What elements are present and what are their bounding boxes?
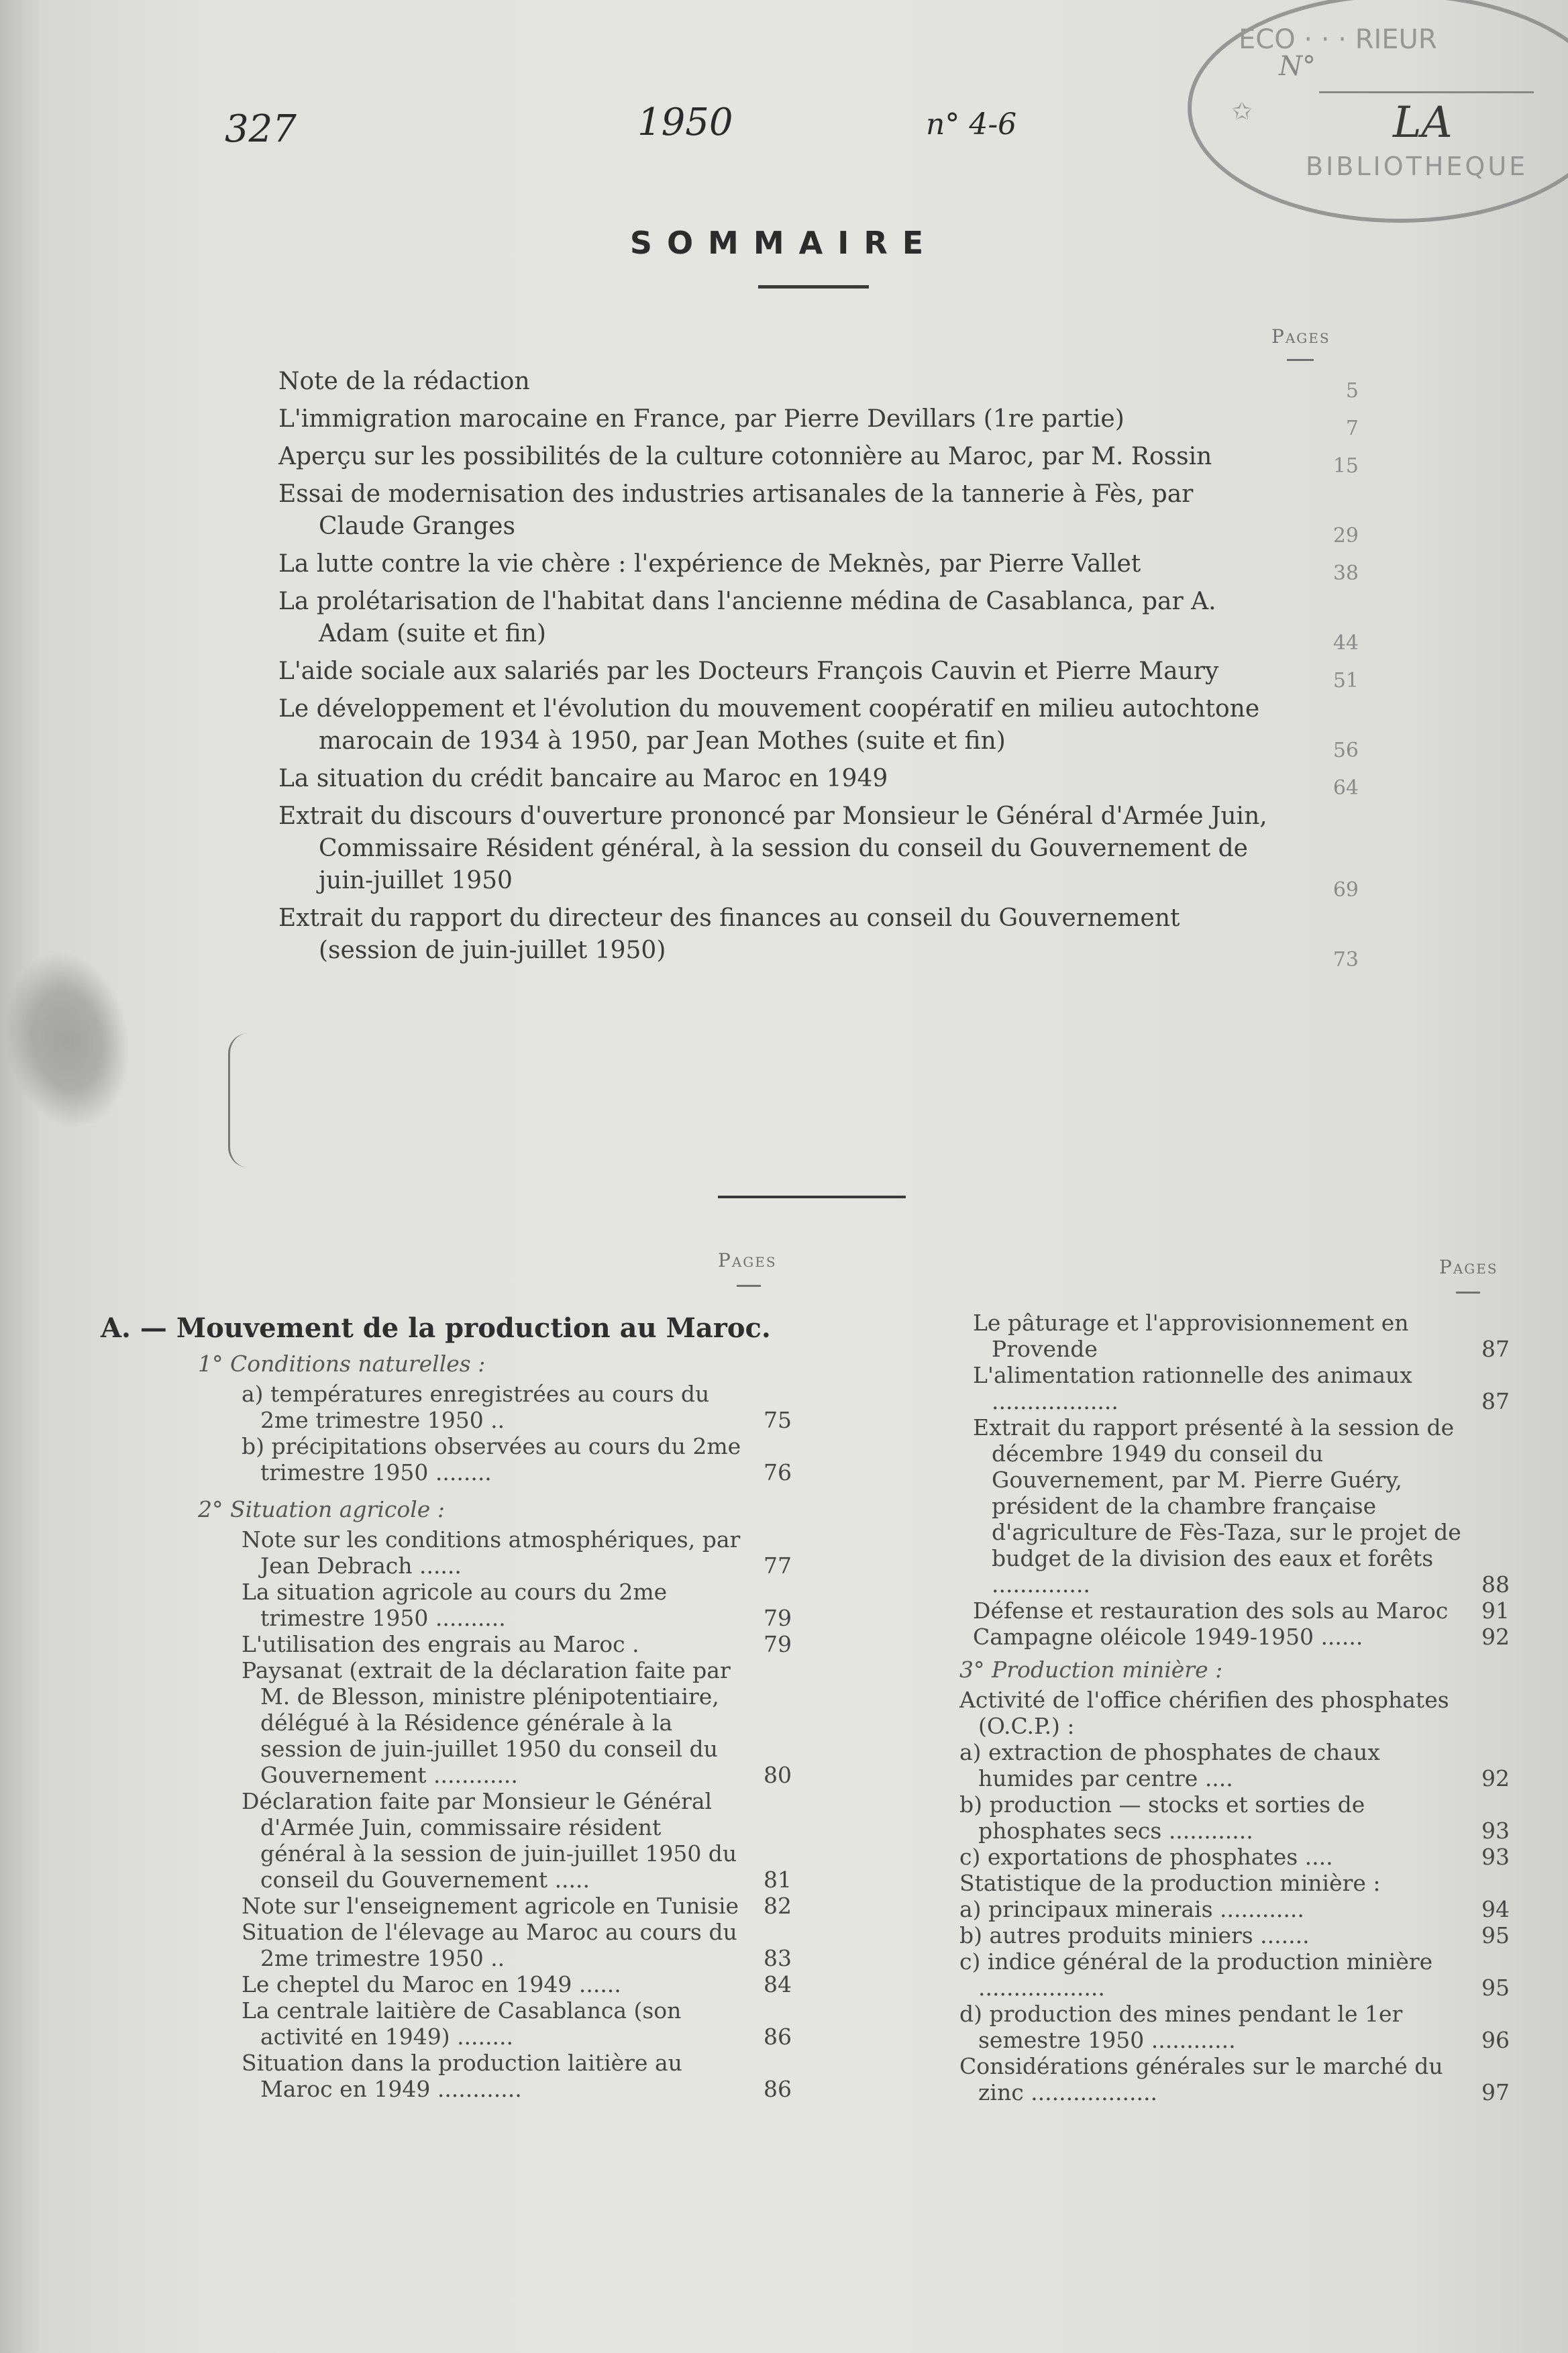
toc-entry <box>959 1687 1510 1739</box>
toc-entry <box>278 763 1359 800</box>
entry-title: Note de la rédaction <box>278 368 530 395</box>
entry-title: Le pâturage et l'approvisionnement en Provende <box>973 1310 1409 1362</box>
toc-entry <box>242 1381 792 1433</box>
entry-page-number: 5 <box>1345 379 1359 403</box>
entry-page-number: 7 <box>1345 417 1359 440</box>
title-rule <box>758 285 869 289</box>
section-rule <box>718 1196 906 1198</box>
toc-entry <box>278 366 1359 403</box>
toc-entry <box>959 2053 1510 2105</box>
toc-entry <box>278 902 1359 972</box>
entry-title: L'aide sociale aux salariés par les Docteurs François Cauvin et Pierre Maury <box>278 658 1219 685</box>
entry-page-number: 73 <box>1332 948 1359 972</box>
items-list <box>959 1687 1510 2105</box>
entry-page-number: 92 <box>1481 1765 1510 1791</box>
toc-entry <box>278 548 1359 585</box>
entry-title: d) production des mines pendant le 1er semestre 1950 ............ <box>959 2001 1403 2053</box>
toc-entry <box>242 1919 792 1971</box>
toc-entry <box>959 1922 1510 1948</box>
entry-page-number: 94 <box>1481 1896 1510 1922</box>
entry-title: a) extraction de phosphates de chaux humides par centre .... <box>959 1739 1380 1791</box>
entry-page-number: 79 <box>764 1631 792 1657</box>
items-list <box>973 1310 1510 1650</box>
entry-title: La situation agricole au cours du 2me trimestre 1950 .......... <box>242 1579 668 1631</box>
handwritten-issue: n° 4-6 <box>926 107 1017 142</box>
entry-title: a) températures enregistrées au cours du 2me trimestre 1950 .. <box>242 1381 710 1433</box>
toc-entry <box>973 1624 1510 1650</box>
entry-title: Note sur l'enseignement agricole en Tunisie <box>242 1893 739 1919</box>
entry-page-number: 92 <box>1481 1624 1510 1650</box>
entry-title: Paysanat (extrait de la déclaration faite par M. de Blesson, ministre plénipotentiaire, délégué à la Résidence générale à la session de juin-juillet 1950 du conseil du Gouvernement ............ <box>242 1657 731 1788</box>
stamp-line <box>1319 91 1534 93</box>
entry-page-number: 81 <box>764 1867 792 1893</box>
ink-smudge <box>0 943 142 1136</box>
entry-page-number: 88 <box>1481 1571 1510 1598</box>
toc-entry <box>278 478 1359 547</box>
toc-entry <box>959 1948 1510 2001</box>
toc-entry <box>278 800 1359 902</box>
entry-title: Le cheptel du Maroc en 1949 ...... <box>242 1971 621 1997</box>
entry-title: Extrait du discours d'ouverture prononcé par Monsieur le Général d'Armée Juin, Commissaire Résident général, à la session du conseil du Gouvernement de juin-juillet 1950 <box>278 802 1267 894</box>
entry-page-number: 86 <box>764 2076 792 2102</box>
entry-title: a) principaux minerais ............ <box>959 1896 1304 1922</box>
toc-entry <box>242 1433 792 1485</box>
right-column <box>959 1310 1510 2105</box>
entry-page-number: 44 <box>1332 631 1359 655</box>
entry-title: Activité de l'office chérifien des phosphates (O.C.P.) : <box>959 1687 1449 1739</box>
entry-title: Essai de modernisation des industries artisanales de la tannerie à Fès, par Claude Granges <box>278 480 1194 540</box>
entry-page-number: 56 <box>1332 739 1359 762</box>
entry-title: Note sur les conditions atmosphériques, par Jean Debrach ...... <box>242 1526 741 1579</box>
toc-entry <box>959 1739 1510 1791</box>
toc-entry <box>278 586 1359 655</box>
page-title: SOMMAIRE <box>629 225 939 261</box>
entry-title: Extrait du rapport du directeur des finances au conseil du Gouvernement (session de juin-juillet 1950) <box>278 904 1180 964</box>
entry-page-number: 15 <box>1332 454 1359 478</box>
toc-entry <box>278 441 1359 478</box>
entry-page-number: 97 <box>1481 2079 1510 2105</box>
entry-page-number: 64 <box>1332 776 1359 800</box>
toc-entry <box>278 403 1359 440</box>
entry-title: Extrait du rapport présenté à la session de décembre 1949 du conseil du Gouvernement, par M. Pierre Guéry, président de la chambre française d'agriculture de Fès-Taza, sur le projet de budget de la division des eaux et forêts .............. <box>973 1414 1461 1598</box>
toc-entry <box>242 1971 792 1997</box>
pages-label-main: Pages <box>1271 325 1330 348</box>
handwritten-number: 327 <box>225 107 297 151</box>
stamp-handwriting: LA <box>1393 98 1453 148</box>
entry-page-number: 87 <box>1481 1388 1510 1414</box>
toc-entry <box>959 1791 1510 1844</box>
entry-title: Considérations générales sur le marché du zinc .................. <box>959 2053 1443 2105</box>
toc-entry <box>278 656 1359 692</box>
library-stamp <box>1188 0 1568 223</box>
entry-title: c) indice général de la production minière .................. <box>959 1948 1433 2001</box>
subsection-heading: 3° Production minière : <box>959 1657 1223 1683</box>
stamp-top-text: ECO · · · RIEUR <box>1239 24 1437 55</box>
subsection-heading: 2° Situation agricole : <box>198 1496 445 1522</box>
entry-page-number: 51 <box>1332 669 1359 692</box>
toc-entry <box>242 1788 792 1893</box>
entry-title: Déclaration faite par Monsieur le Général d'Armée Juin, commissaire résident général à la session de juin-juillet 1950 du conseil du Gouvernement ..... <box>242 1788 737 1893</box>
toc-list <box>278 366 1359 972</box>
entry-page-number: 91 <box>1481 1598 1510 1624</box>
entry-page-number: 29 <box>1332 524 1359 547</box>
entry-page-number: 84 <box>764 1971 792 1997</box>
toc-entry <box>242 1579 792 1631</box>
entry-title: L'immigration marocaine en France, par Pierre Devillars (1re partie) <box>278 405 1125 433</box>
entry-page-number: 75 <box>764 1407 792 1433</box>
margin-bracket <box>228 1033 257 1167</box>
stamp-number-label: N° <box>1279 51 1316 82</box>
toc-entry <box>973 1310 1510 1362</box>
entry-title: L'utilisation des engrais au Maroc . <box>242 1631 639 1657</box>
items-list <box>242 1381 792 1485</box>
toc-entry <box>242 1526 792 1579</box>
pages-label-right: Pages <box>1439 1256 1498 1278</box>
entry-title: Le développement et l'évolution du mouvement coopératif en milieu autochtone marocain de 1934 à 1950, par Jean Mothes (suite et fin) <box>278 695 1260 755</box>
entry-page-number: 93 <box>1481 1844 1510 1870</box>
entry-title: Situation de l'élevage au Maroc au cours du 2me trimestre 1950 .. <box>242 1919 737 1971</box>
pages-dash <box>737 1285 761 1287</box>
toc-entry <box>959 2001 1510 2053</box>
toc-entry <box>242 2050 792 2102</box>
pages-dash <box>1456 1292 1480 1294</box>
entry-page-number: 38 <box>1332 562 1359 585</box>
entry-page-number: 77 <box>764 1553 792 1579</box>
entry-title: La lutte contre la vie chère : l'expérience de Meknès, par Pierre Vallet <box>278 550 1141 578</box>
items-list <box>242 1526 792 2102</box>
entry-page-number: 82 <box>764 1893 792 1919</box>
entry-page-number: 76 <box>764 1459 792 1485</box>
entry-title: Campagne oléicole 1949-1950 ...... <box>973 1624 1363 1650</box>
toc-entry <box>973 1362 1510 1414</box>
toc-entry <box>242 1893 792 1919</box>
section-heading: A. — Mouvement de la production au Maroc. <box>101 1312 771 1344</box>
entry-page-number: 86 <box>764 2024 792 2050</box>
left-column <box>101 1312 792 2102</box>
entry-page-number: 69 <box>1332 878 1359 902</box>
toc-entry <box>959 1844 1510 1870</box>
toc-entry <box>278 693 1359 762</box>
toc-entry <box>242 1631 792 1657</box>
toc-entry <box>959 1870 1510 1896</box>
stamp-bottom-text: BIBLIOTHEQUE <box>1306 152 1528 181</box>
entry-title: Statistique de la production minière : <box>959 1870 1381 1896</box>
entry-title: La centrale laitière de Casablanca (son activité en 1949) ........ <box>242 1997 682 2050</box>
entry-page-number: 83 <box>764 1945 792 1971</box>
entry-title: Défense et restauration des sols au Maroc <box>973 1598 1449 1624</box>
toc-entry <box>959 1896 1510 1922</box>
entry-title: La situation du crédit bancaire au Maroc en 1949 <box>278 765 888 792</box>
toc-entry <box>242 1657 792 1788</box>
pages-label-left: Pages <box>718 1249 777 1271</box>
entry-title: c) exportations de phosphates .... <box>959 1844 1333 1870</box>
entry-page-number: 95 <box>1481 1975 1510 2001</box>
entry-page-number: 96 <box>1481 2027 1510 2053</box>
entry-page-number: 79 <box>764 1605 792 1631</box>
subsection-heading: 1° Conditions naturelles : <box>198 1351 486 1377</box>
entry-title: La prolétarisation de l'habitat dans l'ancienne médina de Casablanca, par A. Adam (suite et fin) <box>278 588 1216 647</box>
toc-entry <box>973 1414 1510 1598</box>
entry-title: L'alimentation rationnelle des animaux .................. <box>973 1362 1412 1414</box>
entry-page-number: 80 <box>764 1762 792 1788</box>
entry-title: Situation dans la production laitière au Maroc en 1949 ............ <box>242 2050 682 2102</box>
entry-title: Aperçu sur les possibilités de la culture cotonnière au Maroc, par M. Rossin <box>278 443 1212 470</box>
entry-title: b) précipitations observées au cours du 2me trimestre 1950 ........ <box>242 1433 741 1485</box>
entry-title: b) autres produits miniers ....... <box>959 1922 1310 1948</box>
entry-page-number: 95 <box>1481 1922 1510 1948</box>
pages-dash <box>1287 359 1314 361</box>
entry-page-number: 93 <box>1481 1818 1510 1844</box>
toc-entry <box>973 1598 1510 1624</box>
entry-title: b) production — stocks et sorties de phosphates secs ............ <box>959 1791 1365 1844</box>
toc-entry <box>242 1997 792 2050</box>
entry-page-number: 87 <box>1481 1336 1510 1362</box>
star-icon: ✩ <box>1232 98 1253 125</box>
handwritten-year: 1950 <box>637 101 733 144</box>
